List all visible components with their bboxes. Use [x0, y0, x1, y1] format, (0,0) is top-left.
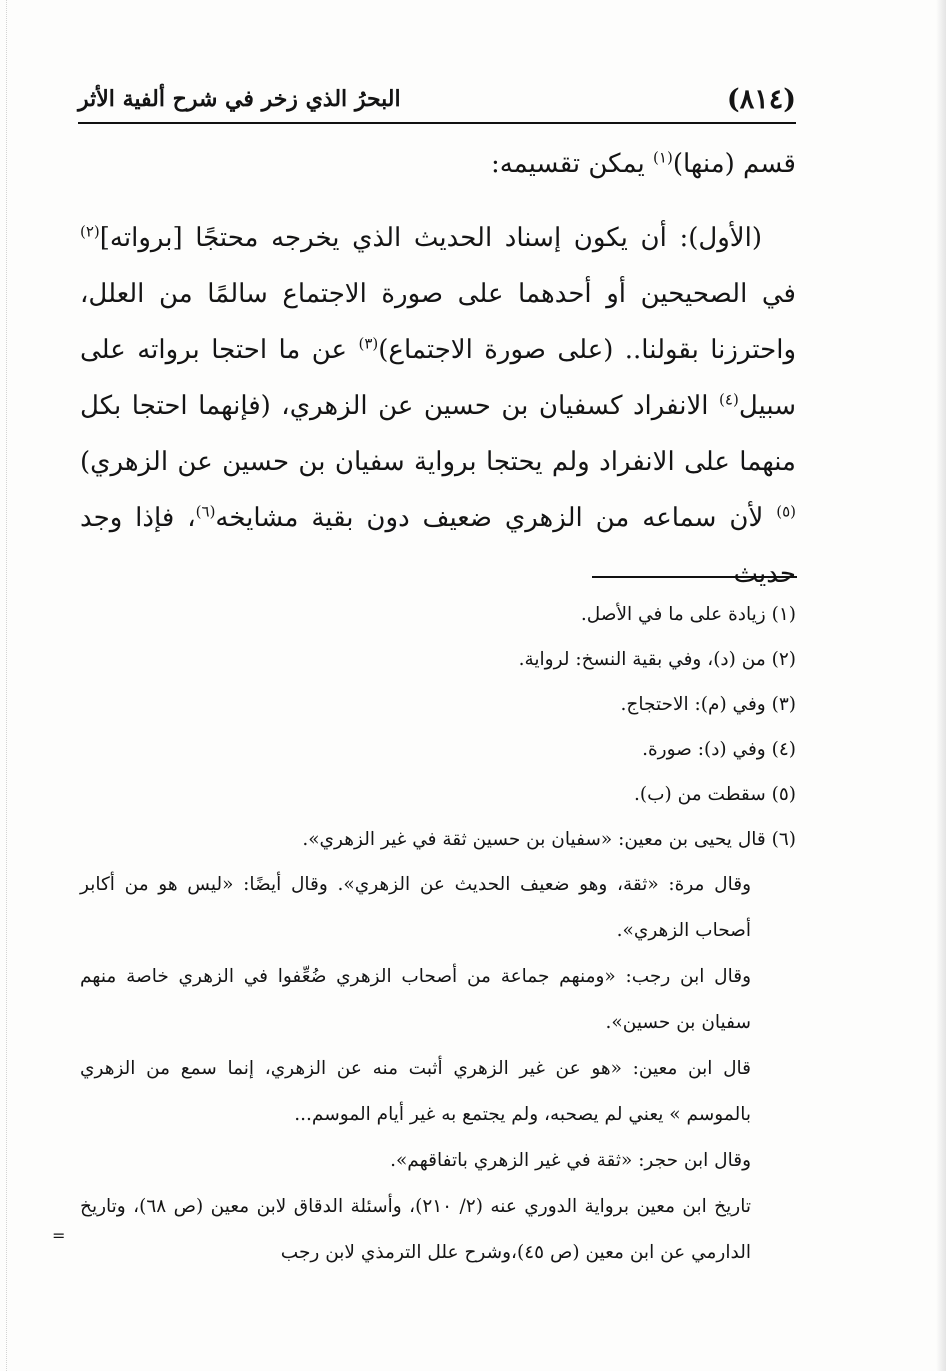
scan-edge-shadow	[936, 0, 946, 1371]
text-run-5: لأن سماعه من الزهري ضعيف دون بقية مشايخه	[215, 503, 777, 533]
footnote-2: (٢) من (د)، وفي بقية النسخ: لرواية.	[518, 649, 796, 670]
footnote-1: (١) زيادة على ما في الأصل.	[580, 604, 796, 625]
running-title: البحرُ الذي زخر في شرح ألفية الأثر	[78, 86, 401, 112]
footnote-6-sources: تاريخ ابن معين برواية الدوري عنه (٢/ ٢١٠)، وأسئلة الدقاق لابن معين (ص ٦٨)، وتاريخ الدارمي عن ابن معين (ص ٤٥)،وشرح علل الترمذي لابن رجب	[80, 1196, 751, 1263]
footnote-ref-4: (٤)	[719, 390, 739, 409]
intro-tail: يمكن تقسيمه:	[490, 149, 654, 179]
paragraph-first-section	[80, 210, 796, 602]
footnote-6: (٦) قال يحيى بن معين: «سفيان بن حسين ثقة في غير الزهري».	[302, 829, 796, 850]
intro-text: قسم (منها)	[672, 149, 796, 179]
footnote-6-quote-4: وقال ابن حجر: «ثقة في غير الزهري باتفاقهم».	[390, 1150, 751, 1171]
footnote-ref-3: (٣)	[358, 334, 379, 353]
footnote-6-quote-3: قال ابن معين: «هو عن غير الزهري أثبت منه عن الزهري، إنما سمع من الزهري بالموسم » يعني لم يصحبه، ولم يجتمع به غير أيام الموسم...	[80, 1058, 751, 1125]
header-rule	[78, 122, 796, 124]
text-run-3: عن ما احتجا برواته على سبيل	[80, 335, 796, 421]
main-text	[80, 136, 796, 602]
footnotes	[80, 592, 796, 1276]
footnote-4: (٤) وفي (د): صورة.	[642, 739, 796, 760]
text-run-6: ، فإذا وجد حديث	[80, 503, 796, 589]
footnote-ref-6: (٦)	[195, 502, 216, 521]
page-number: (٨١٤)	[726, 84, 796, 115]
paragraph-intro	[80, 136, 796, 192]
footnote-6-quote-2: وقال ابن رجب: «ومنهم جماعة من أصحاب الزهري ضُعِّفوا في الزهري خاصة منهم سفيان بن حسين».	[80, 966, 751, 1033]
footnote-ref-1: (١)	[653, 148, 673, 167]
footnote-3: (٣) وفي (م): الاحتجاج.	[620, 694, 796, 715]
page-header	[78, 82, 796, 122]
footnote-5: (٥) سقطت من (ب).	[634, 784, 796, 805]
footnote-ref-2: (٢)	[80, 222, 100, 241]
continuation-mark: =	[52, 1226, 66, 1245]
scan-edge-dots	[6, 0, 9, 1371]
text-run-2: في الصحيحين أو أحدهما على صورة الاجتماع سالمًا من العلل، واحترزنا بقولنا.. (على صورة الاجتماع)	[80, 279, 797, 365]
footnote-6-quote-1: وقال مرة: «ثقة، وهو ضعيف الحديث عن الزهري». وقال أيضًا: «ليس هو من أكابر أصحاب الزهري».	[80, 874, 751, 941]
footnote-separator	[592, 576, 797, 578]
footnote-ref-5: (٥)	[776, 502, 796, 521]
text-run-1: (الأول): أن يكون إسناد الحديث الذي يخرجه محتجًا [برواته]	[99, 223, 762, 253]
text-run-4: الانفراد كسفيان بن حسين عن الزهري، (فإنهما احتجا بكل منهما على الانفراد ولم يحتجا برواية سفيان بن حسين عن الزهري)	[80, 391, 796, 477]
